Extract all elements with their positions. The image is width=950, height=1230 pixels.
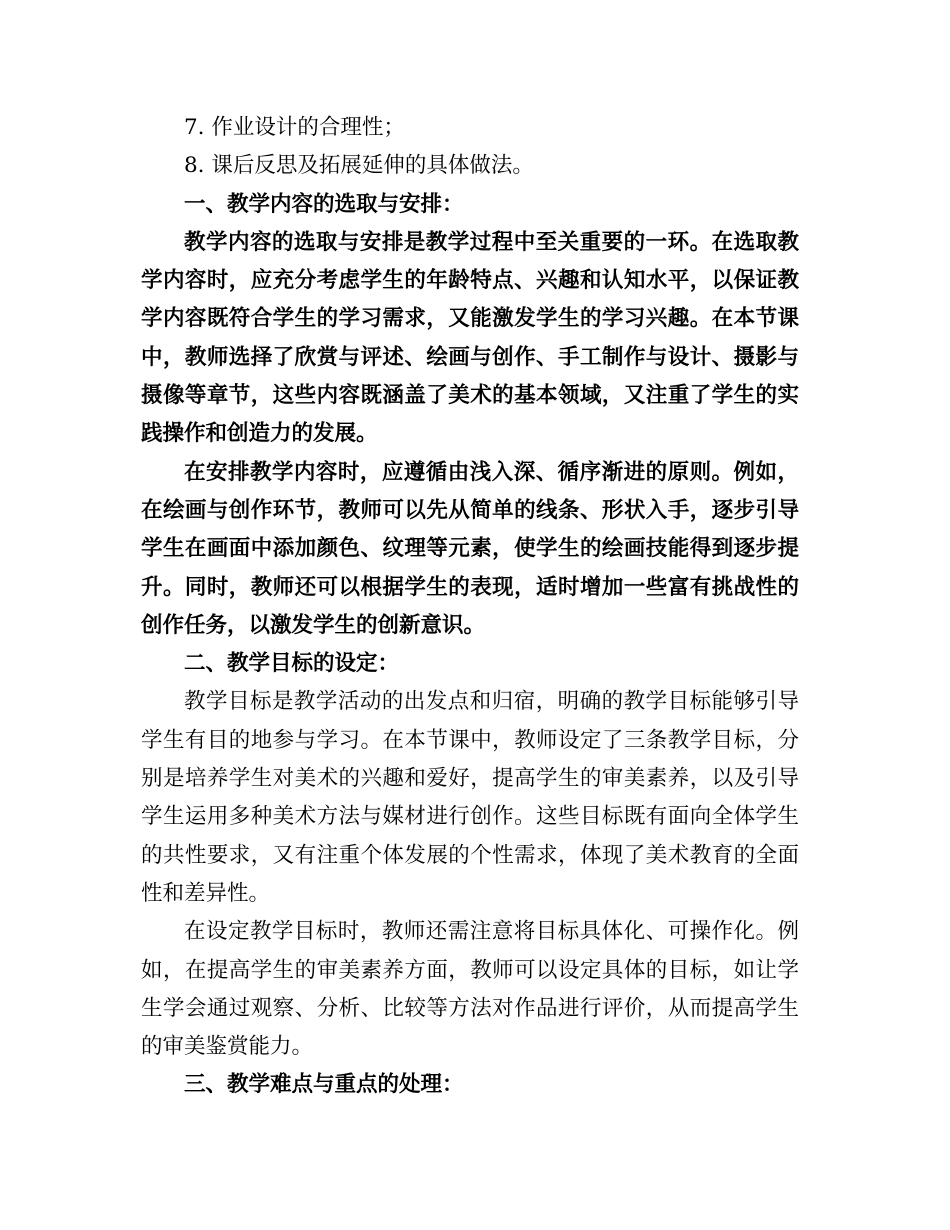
section-1-heading: 一、教学内容的选取与安排：: [184, 191, 464, 217]
section-1-paragraph-2: 在安排教学内容时，应遵循由浅入深、循序渐进的原则。例如，在绘画与创作环节，教师可以先从简单的线条、形状入手，逐步引导学生在画面中添加颜色、纹理等元素，使学生的绘画技能得到逐步提升。同时，教师还可以根据学生的表现，适时增加一些富有挑战性的创作任务，以激发学生的创新意识。: [141, 459, 799, 638]
section-2-paragraph-1: 教学目标是教学活动的出发点和归宿，明确的教学目标能够引导学生有目的地参与学习。在本节课中，教师设定了三条教学目标，分别是培养学生对美术的兴趣和爱好，提高学生的审美素养，以及引导学生运用多种美术方法与媒材进行创作。这些目标既有面向全体学生的共性要求，又有注重个体发展的个性需求，体现了美术教育的全面性和差异性。: [141, 689, 799, 906]
list-item-7: 7. 作业设计的合理性；: [184, 115, 405, 140]
section-2-paragraph-2: 在设定教学目标时，教师还需注意将目标具体化、可操作化。例如，在提高学生的审美素养方面，教师可以设定具体的目标，如让学生学会通过观察、分析、比较等方法对作品进行评价，从而提高学生的审美鉴赏能力。: [141, 919, 799, 1060]
document-body: [141, 109, 799, 1105]
section-1-paragraph-1: 教学内容的选取与安排是教学过程中至关重要的一环。在选取教学内容时，应充分考虑学生的年龄特点、兴趣和认知水平，以保证教学内容既符合学生的学习需求，又能激发学生的学习兴趣。在本节课中，教师选择了欣赏与评述、绘画与创作、手工制作与设计、摄影与摄像等章节，这些内容既涵盖了美术的基本领域，又注重了学生的实践操作和创造力的发展。: [141, 229, 799, 447]
list-item-8: 8. 课后反思及拓展延伸的具体做法。: [184, 153, 534, 179]
section-2-heading: 二、教学目标的设定：: [184, 651, 400, 677]
section-3-heading: 三、教学难点与重点的处理：: [184, 1072, 464, 1098]
